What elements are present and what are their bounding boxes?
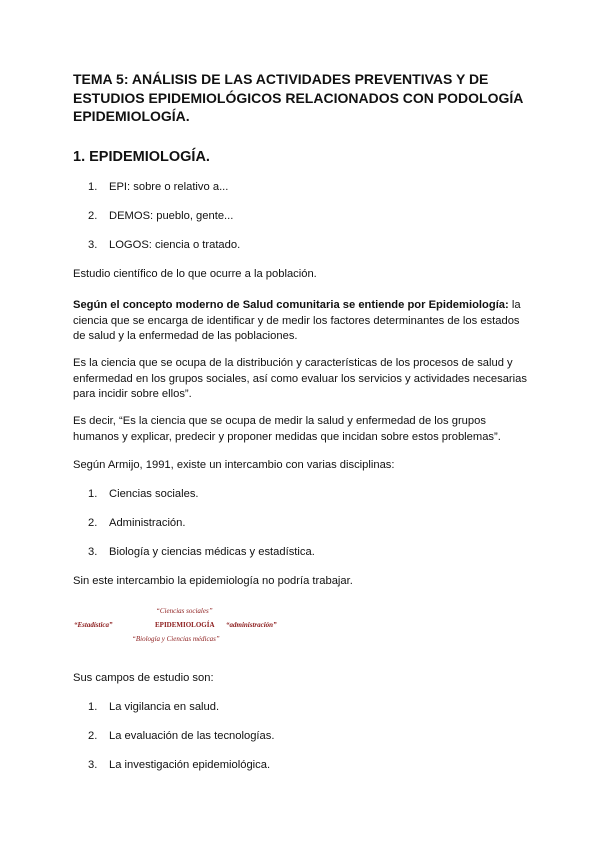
- list-text: La investigación epidemiológica.: [109, 759, 271, 771]
- list-number: 2.: [88, 517, 98, 529]
- list-text: LOGOS: ciencia o tratado.: [109, 239, 241, 251]
- list-number: 3.: [88, 546, 98, 558]
- list-text: Biología y ciencias médicas y estadística.: [109, 546, 315, 558]
- list-item: [88, 545, 315, 560]
- list-text: DEMOS: pueblo, gente...: [109, 210, 234, 222]
- document-title: TEMA 5: ANÁLISIS DE LAS ACTIVIDADES PREVENTIVAS Y DE ESTUDIOS EPIDEMIOLÓGICOS RELACIONADOS CON PODOLOGÍA EPIDEMIOLOGÍA.: [73, 71, 523, 124]
- diagram-label-center: EPIDEMIOLOGÍA: [155, 621, 215, 629]
- paragraph: Según Armijo, 1991, existe un intercambio con varias disciplinas:: [73, 459, 395, 471]
- list-text: La evaluación de las tecnologías.: [109, 730, 275, 742]
- list-item: [88, 180, 228, 195]
- paragraph: Estudio científico de lo que ocurre a la población.: [73, 268, 317, 280]
- list-number: 3.: [88, 239, 98, 251]
- list-number: 1.: [88, 181, 98, 193]
- disciplines-diagram: [70, 602, 310, 648]
- list-item: [88, 700, 219, 715]
- diagram-label-bottom: “Biología y Ciencias médicas”: [132, 635, 220, 643]
- paragraph: Es la ciencia que se ocupa de la distribución y características de los procesos de salud y enfermedad en los grupos sociales, así como evaluar los servicios y actividades necesarias para incidir sobre ellos”.: [73, 357, 527, 400]
- list-item: [88, 238, 240, 253]
- list-item: [88, 729, 274, 744]
- paragraph: [73, 298, 528, 345]
- list-number: 2.: [88, 730, 98, 742]
- paragraph: Sus campos de estudio son:: [73, 672, 214, 684]
- list-number: 3.: [88, 759, 98, 771]
- list-text: Administración.: [109, 517, 186, 529]
- list-number: 1.: [88, 701, 98, 713]
- list-item: [88, 516, 185, 531]
- diagram-label-left: “Estadística”: [74, 621, 113, 629]
- section-heading: 1. EPIDEMIOLOGÍA.: [73, 149, 210, 165]
- list-text: Ciencias sociales.: [109, 488, 199, 500]
- list-text: EPI: sobre o relativo a...: [109, 181, 229, 193]
- paragraph: Es decir, “Es la ciencia que se ocupa de medir la salud y enfermedad de los grupos humanos y explicar, predecir y proponer medidas que incidan sobre estos problemas”.: [73, 415, 501, 443]
- diagram-label-right: “administración”: [226, 621, 277, 629]
- list-text: La vigilancia en salud.: [109, 701, 220, 713]
- list-item: [88, 487, 199, 502]
- list-item: [88, 209, 233, 224]
- diagram-label-top: “Ciencias sociales”: [156, 607, 213, 615]
- paragraph-rest: la ciencia que se encarga de identificar y de medir los factores determinantes de los estados de salud y la enfermedad de las poblaciones.: [73, 299, 521, 342]
- list-number: 2.: [88, 210, 98, 222]
- bold-lead: Según el concepto moderno de Salud comunitaria se entiende por Epidemiología:: [73, 299, 509, 311]
- list-number: 1.: [88, 488, 98, 500]
- paragraph: Sin este intercambio la epidemiología no podría trabajar.: [73, 575, 353, 587]
- list-item: [88, 758, 270, 773]
